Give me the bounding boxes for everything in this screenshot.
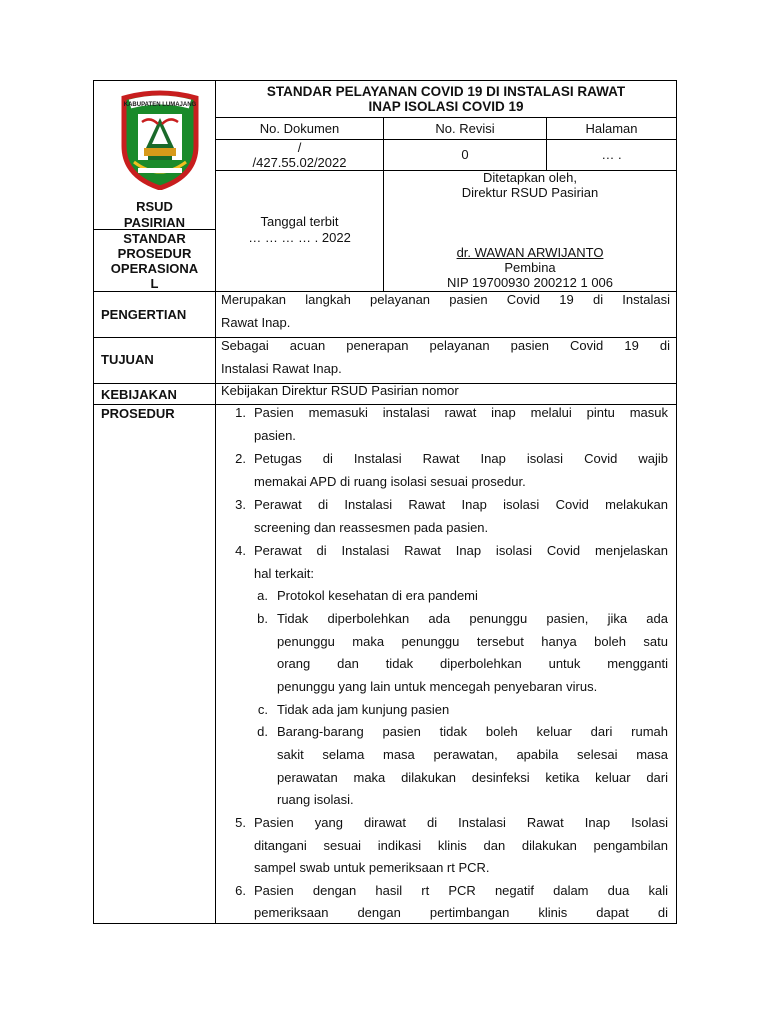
list-item: pasien. bbox=[254, 428, 296, 443]
director-nip: NIP 19700930 200212 1 006 bbox=[446, 275, 614, 290]
sub-list-item: perawatan maka dilakukan desinfeksi ketika keluar dari bbox=[277, 770, 668, 785]
prosedur-label: PROSEDUR bbox=[101, 406, 175, 421]
list-item: ditangani sesuai indikasi klinis dan dilakukan pengambilan bbox=[254, 838, 668, 853]
list-number: 6. bbox=[235, 883, 246, 898]
doc-number-header: No. Dokumen bbox=[259, 121, 340, 136]
revision-header: No. Revisi bbox=[435, 121, 495, 136]
sub-list-letter: a. bbox=[257, 588, 268, 603]
title-line-1: STANDAR PELAYANAN COVID 19 DI INSTALASI RAWAT bbox=[266, 84, 626, 99]
list-number: 1. bbox=[235, 405, 246, 420]
list-item: Pasien dengan hasil rt PCR negatif dalam dua kali bbox=[254, 883, 668, 898]
list-number: 4. bbox=[235, 543, 246, 558]
issue-label: Tanggal terbit bbox=[260, 214, 339, 229]
list-item: memakai APD di ruang isolasi sesuai prosedur. bbox=[254, 474, 526, 489]
list-number: 5. bbox=[235, 815, 246, 830]
tujuan-label: TUJUAN bbox=[101, 352, 154, 367]
sub-list-letter: b. bbox=[257, 611, 268, 626]
issue-date: … … … … . 2022 bbox=[248, 230, 351, 245]
page-value: … . bbox=[601, 147, 622, 162]
tujuan-line-1: Sebagai acuan penerapan pelayanan pasien Covid 19 di bbox=[221, 338, 670, 353]
sub-list-letter: c. bbox=[257, 702, 268, 717]
pengertian-line-1: Merupakan langkah pelayanan pasien Covid 19 di Instalasi bbox=[221, 292, 670, 307]
revision-value: 0 bbox=[461, 147, 469, 162]
sub-list-item: Protokol kesehatan di era pandemi bbox=[277, 588, 478, 603]
kebijakan-text: Kebijakan Direktur RSUD Pasirian nomor bbox=[221, 383, 459, 398]
sub-list-item: Barang-barang pasien tidak boleh keluar dari rumah bbox=[277, 724, 668, 739]
institution-name: RSUD PASIRIAN bbox=[123, 199, 186, 230]
kebijakan-label: KEBIJAKAN bbox=[101, 387, 177, 402]
list-item: Petugas di Instalasi Rawat Inap isolasi Covid wajib bbox=[254, 451, 668, 466]
list-item: pemeriksaan dengan pertimbangan klinis dapat di bbox=[254, 905, 668, 920]
director-name: dr. WAWAN ARWIJANTO bbox=[456, 245, 604, 260]
list-item: screening dan reassesmen pada pasien. bbox=[254, 520, 489, 535]
sub-list-item: orang dan tidak diperbolehkan untuk mengganti bbox=[277, 656, 668, 671]
sub-list-item: ruang isolasi. bbox=[277, 792, 354, 807]
sub-list-item: sakit selama masa perawatan, apabila selesai masa bbox=[277, 747, 668, 762]
pengertian-line-2: Rawat Inap. bbox=[221, 315, 291, 330]
list-item: sampel swab untuk pemeriksaan rt PCR. bbox=[254, 860, 490, 875]
list-item: Perawat di Instalasi Rawat Inap isolasi Covid melakukan bbox=[254, 497, 668, 512]
title-line-2: INAP ISOLASI COVID 19 bbox=[368, 99, 524, 114]
page-header: Halaman bbox=[585, 121, 638, 136]
list-item: hal terkait: bbox=[254, 566, 314, 581]
sub-list-item: penunggu yang lain untuk mencegah penyebaran virus. bbox=[277, 679, 598, 694]
pengertian-label: PENGERTIAN bbox=[101, 307, 187, 322]
list-item: Pasien memasuki instalasi rawat inap melalui pintu masuk bbox=[254, 405, 668, 420]
director-block bbox=[384, 245, 676, 290]
issue-date-block bbox=[216, 214, 383, 246]
approval-block: Ditetapkan oleh, Direktur RSUD Pasirian bbox=[461, 170, 599, 200]
list-number: 2. bbox=[235, 451, 246, 466]
svg-text:KABUPATEN LUMAJANG: KABUPATEN LUMAJANG bbox=[123, 102, 197, 108]
sub-list-item: penunggu maka penunggu tersebut hanya boleh satu bbox=[277, 634, 668, 649]
tujuan-line-2: Instalasi Rawat Inap. bbox=[221, 361, 342, 376]
list-item: Perawat di Instalasi Rawat Inap isolasi Covid menjelaskan bbox=[254, 543, 668, 558]
doc-number-value: / /427.55.02/2022 bbox=[252, 140, 347, 170]
sop-label: STANDAR PROSEDUR OPERASIONA L bbox=[110, 231, 199, 291]
list-number: 3. bbox=[235, 497, 246, 512]
document-title bbox=[216, 84, 676, 114]
list-item: Pasien yang dirawat di Instalasi Rawat Inap Isolasi bbox=[254, 815, 668, 830]
sub-list-item: Tidak ada jam kunjung pasien bbox=[277, 702, 450, 717]
kabupaten-lumajang-logo bbox=[116, 90, 204, 190]
sub-list-letter: d. bbox=[257, 724, 268, 739]
director-rank: Pembina bbox=[504, 260, 556, 275]
sub-list-item: Tidak diperbolehkan ada penunggu pasien, jika ada bbox=[277, 611, 668, 626]
